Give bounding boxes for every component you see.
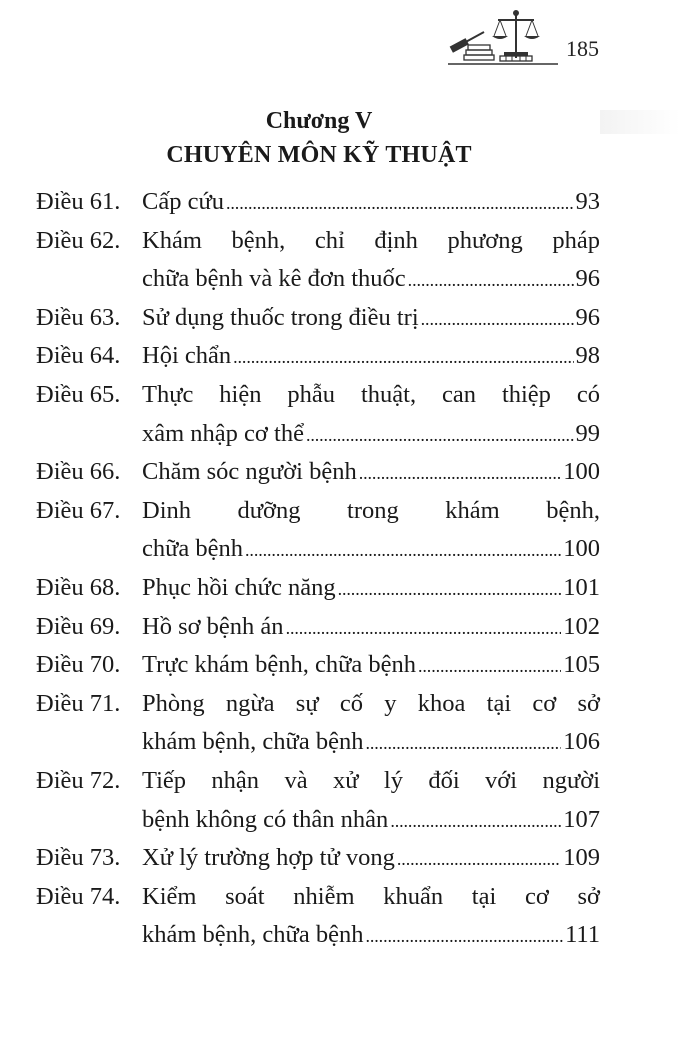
dot-leader — [408, 261, 574, 300]
dot-leader — [226, 184, 574, 223]
toc-entry-line — [36, 183, 600, 222]
toc-article-title: khám bệnh, chữa bệnh — [142, 921, 364, 949]
toc-article-number: Điều 69. — [36, 612, 121, 640]
toc-article-title: Thực hiện phẫu thuật, can thiệp có — [142, 380, 600, 408]
toc-entry-line — [36, 530, 600, 569]
toc-page-number: 101 — [563, 573, 600, 601]
dot-leader — [338, 570, 562, 609]
toc-page-number: 109 — [563, 844, 600, 872]
toc-entry-text-row — [142, 723, 600, 763]
toc-entry-text-row — [142, 878, 600, 917]
toc-entry-text-row — [142, 646, 600, 686]
toc-article-title: Phục hồi chức năng — [142, 573, 336, 601]
toc-entry-text-row — [142, 337, 600, 377]
toc-entry-line — [36, 415, 600, 454]
toc-entry-line — [36, 839, 600, 878]
toc-page-number: 106 — [563, 728, 600, 756]
toc-entry-line — [36, 376, 600, 415]
toc-entry-line — [36, 222, 600, 261]
toc-page-number: 100 — [563, 458, 600, 486]
toc-article-title: chữa bệnh — [142, 535, 244, 563]
toc-entry-line — [36, 723, 600, 762]
toc-entry-line — [36, 569, 600, 608]
toc-page-number: 111 — [565, 921, 600, 949]
toc-page-number: 107 — [563, 805, 600, 833]
toc-article-number: Điều 73. — [36, 844, 121, 872]
toc-entry-text-row — [142, 762, 600, 801]
dot-leader — [365, 724, 561, 763]
toc-article-title: Trực khám bệnh, chữa bệnh — [142, 651, 416, 679]
toc-entry-text-row — [142, 415, 600, 455]
toc-page-number: 93 — [575, 188, 600, 215]
toc-page-number: 102 — [563, 612, 600, 640]
toc-entry-line — [36, 878, 600, 917]
toc-article-title: Hồ sơ bệnh án — [142, 612, 284, 640]
dot-leader — [306, 416, 574, 455]
toc-article-number: Điều 68. — [36, 573, 121, 601]
toc-article-title: chữa bệnh và kê đơn thuốc — [142, 265, 406, 293]
toc-article-title: Phòng ngừa sự cố y khoa tại cơ sở — [142, 689, 600, 717]
dot-leader — [286, 609, 562, 648]
dot-leader — [233, 338, 573, 377]
toc-article-title: khám bệnh, chữa bệnh — [142, 728, 364, 756]
toc-article-number: Điều 61. — [36, 188, 121, 215]
toc-entry-text-row — [142, 839, 600, 879]
toc-article-title: Khám bệnh, chỉ định phương pháp — [142, 226, 600, 254]
toc-entry-text-row — [142, 530, 600, 570]
toc-entry-text-row — [142, 222, 600, 261]
toc-article-number: Điều 66. — [36, 458, 121, 486]
toc-entry-line — [36, 608, 600, 647]
toc-entry-text-row — [142, 376, 600, 415]
table-of-contents — [36, 183, 600, 955]
toc-article-number: Điều 65. — [36, 380, 121, 408]
dot-leader — [359, 454, 562, 493]
toc-article-number: Điều 74. — [36, 882, 121, 910]
dot-leader — [397, 840, 561, 879]
toc-entry-text-row — [142, 453, 600, 493]
toc-article-title: Hội chẩn — [142, 342, 232, 370]
toc-entry-line — [36, 801, 600, 840]
dot-leader — [245, 531, 561, 570]
toc-page-number: 96 — [575, 303, 600, 331]
toc-article-title: xâm nhập cơ thể — [142, 419, 304, 447]
dot-leader — [390, 802, 561, 841]
toc-entry-line — [36, 299, 600, 338]
toc-article-title: Dinh dưỡng trong khám bệnh, — [142, 496, 600, 524]
toc-article-number: Điều 64. — [36, 342, 121, 370]
toc-entry-line — [36, 685, 600, 724]
dot-leader — [365, 917, 563, 956]
toc-entry-line — [36, 260, 600, 299]
toc-article-number: Điều 71. — [36, 689, 121, 717]
toc-entry-text-row — [142, 569, 600, 609]
toc-article-number: Điều 70. — [36, 651, 121, 679]
toc-page-number: 98 — [575, 342, 600, 370]
dot-leader — [421, 300, 574, 339]
toc-entry-line — [36, 453, 600, 492]
chapter-label: Chương V — [265, 108, 373, 134]
toc-article-title: Sử dụng thuốc trong điều trị — [142, 303, 419, 331]
toc-article-number: Điều 62. — [36, 226, 121, 254]
toc-entry-text-row — [142, 916, 600, 956]
toc-article-title: Xử lý trường hợp tử vong — [142, 844, 395, 872]
toc-page-number: 96 — [575, 265, 600, 293]
scales-of-justice-icon — [448, 6, 558, 68]
toc-entry-text-row — [142, 299, 600, 339]
toc-page-number: 105 — [563, 651, 600, 679]
toc-article-title: Cấp cứu — [142, 188, 224, 215]
toc-article-number: Điều 72. — [36, 766, 121, 794]
toc-entry-text-row — [142, 801, 600, 841]
toc-entry-text-row — [142, 183, 600, 223]
toc-article-number: Điều 67. — [36, 496, 121, 524]
toc-entry-text-row — [142, 608, 600, 648]
toc-entry-line — [36, 646, 600, 685]
toc-article-title: bệnh không có thân nhân — [142, 805, 389, 833]
toc-entry-line — [36, 492, 600, 531]
toc-page-number: 100 — [563, 535, 600, 563]
toc-article-title: Kiểm soát nhiễm khuẩn tại cơ sở — [142, 882, 600, 910]
toc-article-title: Tiếp nhận và xử lý đối với người — [142, 766, 600, 794]
toc-entry-text-row — [142, 492, 600, 531]
toc-entry-line — [36, 337, 600, 376]
toc-entry-text-row — [142, 260, 600, 300]
toc-entry-line — [36, 762, 600, 801]
dot-leader — [418, 647, 561, 686]
toc-entry-line — [36, 916, 600, 955]
toc-article-number: Điều 63. — [36, 303, 121, 331]
chapter-title: CHUYÊN MÔN KỸ THUẬT — [166, 142, 472, 168]
toc-entry-text-row — [142, 685, 600, 724]
toc-article-title: Chăm sóc người bệnh — [142, 458, 357, 486]
page-number: 185 — [566, 36, 599, 61]
toc-page-number: 99 — [575, 419, 600, 447]
